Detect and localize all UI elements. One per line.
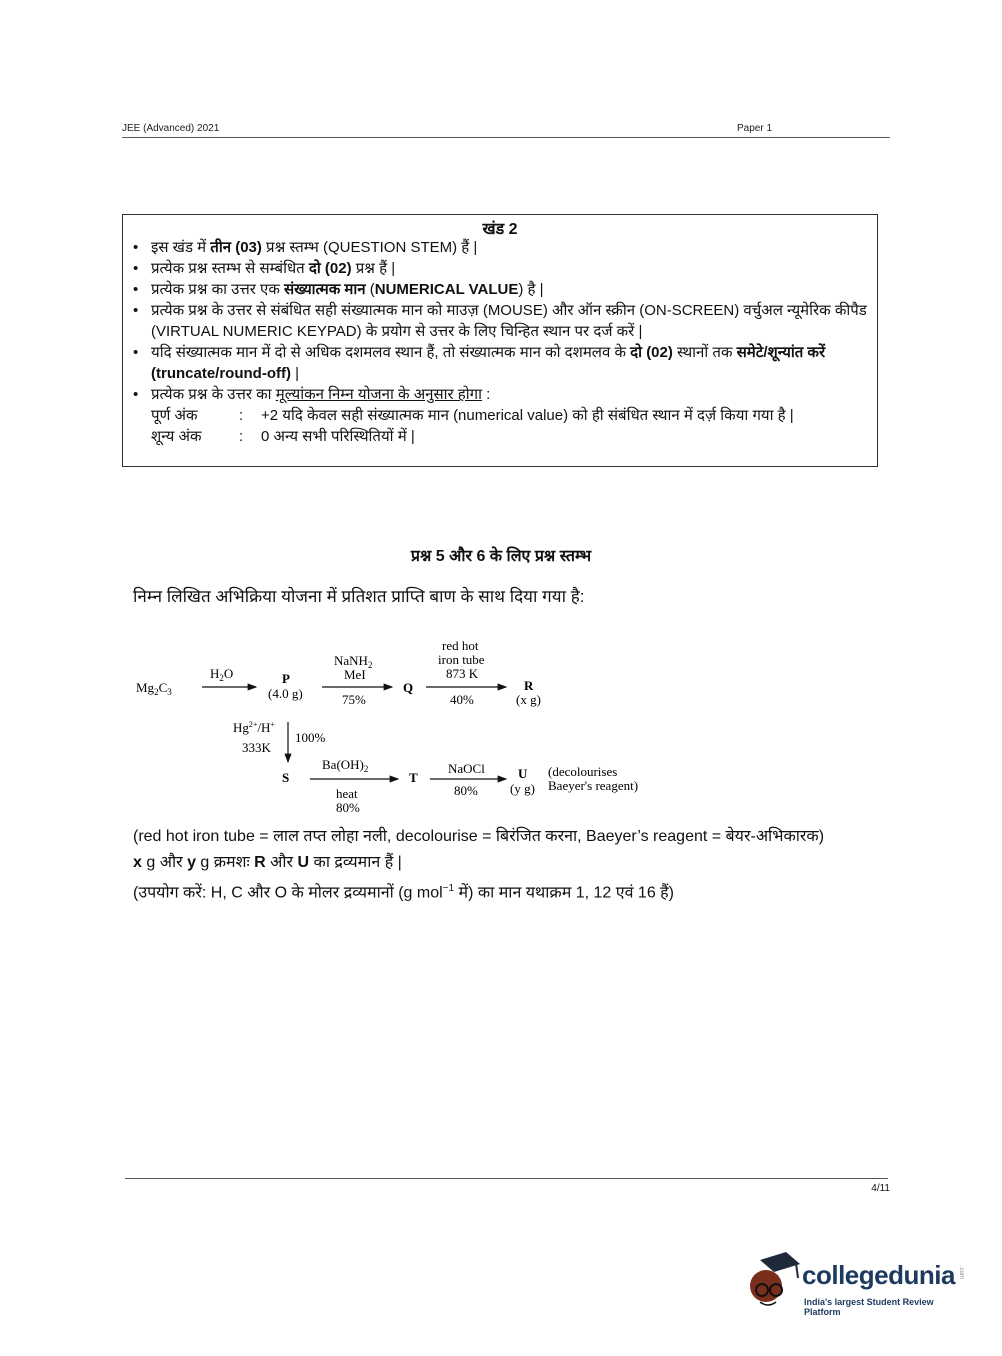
question-intro: निम्न लिखित अभिक्रिया योजना में प्रतिशत प्राप्ति बाण के साथ दिया गया है: [133,587,585,606]
marking-row: पूर्ण अंक : +2 यदि केवल सही संख्यात्मक मान (numerical value) को ही संबंधित स्थान में दर्ज़ किया गया है | [151,407,794,424]
compound-t: T [409,770,418,785]
instruction-list [133,237,869,447]
section-title: खंड 2 [482,221,518,238]
tube-line2: iron tube [438,652,485,667]
tube-line3: 873 K [446,666,479,681]
logo-tagline: India's largest Student Review Platform [804,1297,934,1317]
footer-rule [125,1178,888,1179]
r-yield: 40% [450,692,474,707]
question-stem-title: प्रश्न 5 और 6 के लिए प्रश्न स्तम्भ [410,548,592,565]
mg2c3-label: $Mg_2C_3$ [136,680,172,697]
header-rule [122,137,890,138]
logo-wordmark: collegedunia [802,1260,955,1290]
instruction-item: • प्रत्येक प्रश्न का उत्तर एक संख्यात्मक मान (NUMERICAL VALUE) है | [133,279,869,300]
decolourises-note: (decolourises [548,764,618,779]
s-yield: 100% [295,730,326,745]
mascot-icon [742,1250,802,1320]
reaction-scheme [130,636,690,822]
nanh2-reagent: NaNH$_2$ [334,653,373,670]
logo-domain: .com [958,1266,964,1280]
instruction-item: • इस खंड में तीन (03) प्रश्न स्तम्भ (QUESTION STEM) हैं | [133,237,869,258]
u-yield: 80% [454,783,478,798]
naocl-reagent: NaOCl [448,761,485,776]
compound-p: P [282,671,290,686]
glossary-note: (red hot iron tube = लाल तप्त लोहा नली, decolourise = बिरंजित करना, Baeyer’s reagent = बेयर-अभिकारक) [133,828,825,845]
q-yield: 75% [342,692,366,707]
temp-333k: 333K [242,740,271,755]
p-mass: (4.0 g) [268,686,303,701]
instruction-item: • यदि संख्यात्मक मान में दो से अधिक दशमलव स्थान हैं, तो संख्यात्मक मान को दशमलव के दो (02) स्थानों तक समेटे/शून्यांत करें (truncate/round-off) | [133,342,869,384]
u-mass: (y g) [510,781,535,796]
tube-line1: red hot [442,638,479,653]
instructions-box [122,214,878,467]
compound-r: R [524,678,534,693]
compound-s: S [282,770,290,785]
compound-u: U [518,766,528,781]
header-paper: Paper 1 [737,123,773,134]
hg-reagent: $Hg^{2+}/H^+$ [233,720,275,735]
r-mass: (x g) [516,692,541,707]
marking-row: शून्य अंक : 0 अन्य सभी परिस्थितियों में | [151,428,415,445]
t-yield: 80% [336,800,360,815]
instruction-item: • प्रत्येक प्रश्न के उत्तर से संबंधित सही संख्यात्मक मान को माउज़ (MOUSE) और ऑन स्क्रीन (ON-SCREEN) वर्चुअल न्यूमेरिक कीपैड (VIRTUAL NUMERIC KEYPAD) के प्रयोग से उत्तर के लिए चिन्हित स्थान पर दर्ज करें | [133,300,869,342]
instruction-item: • प्रत्येक प्रश्न के उत्तर का मूल्यांकन निम्न योजना के अनुसार होगा : पूर्ण अंक : +2 यदि केवल सही संख्यात्मक मान (numerical value) को ही संबंधित स्थान में दर्ज़ किया गया है | शून्य अंक : 0 अन्य सभी परिस्थितियों में | [133,384,869,447]
mass-definition: x g और y g क्रमशः R और U का द्रव्यमान हैं | [133,854,402,871]
heat-label: heat [336,786,358,801]
compound-q: Q [403,680,414,695]
collegedunia-logo[interactable] [742,1250,972,1320]
baoh2-reagent: $Ba(OH)_2$ [322,757,369,774]
page-number: 4/11 [871,1183,890,1194]
baeyer-note: Baeyer's reagent) [548,778,639,793]
molar-mass-note: (उपयोग करें: H, C और O के मोलर द्रव्यमानों (g mol$^{-1}$ में) का मान यथाक्रम 1, 12 एवं 16 हैं) [133,883,675,902]
instruction-item: • प्रत्येक प्रश्न स्तम्भ से सम्बंधित दो (02) प्रश्न हैं | [133,258,869,279]
h2o-reagent: $H_2O$ [210,666,234,683]
question-notes [133,824,833,906]
header-exam: JEE (Advanced) 2021 [122,123,220,134]
mei-reagent: MeI [344,667,366,682]
